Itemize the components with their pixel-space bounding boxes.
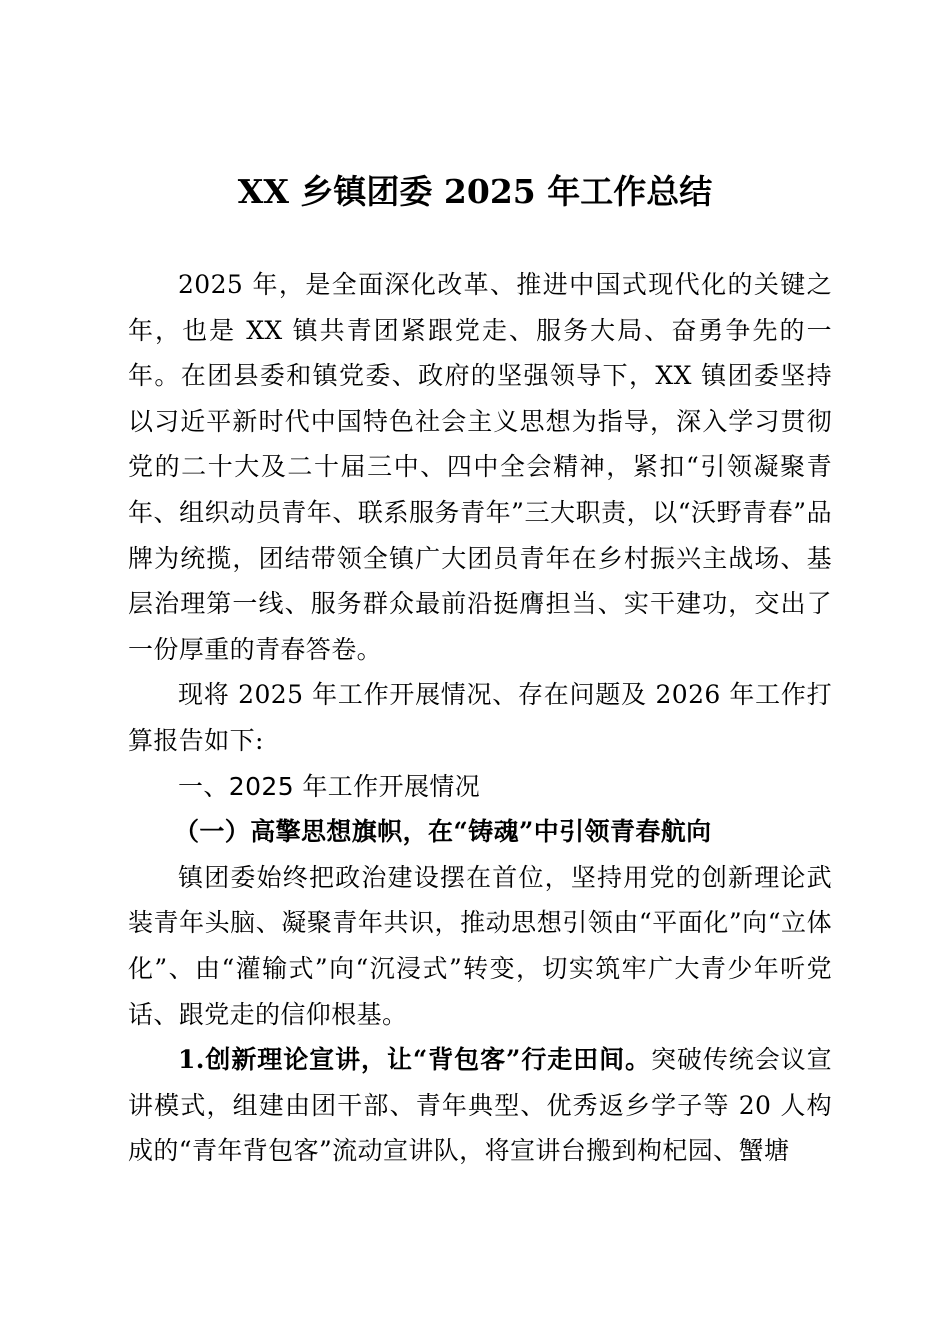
document-title: XX 乡镇团委 2025 年工作总结 [237,172,713,211]
item-body: 突破传统会议宣讲模式，组建由团干部、青年典型、优秀返乡学子等 20 人构成的“青年背包客”流动宣讲队，将宣讲台搬到枸杞园、蟹塘 [128,1045,832,1166]
item-lead: 1.创新理论宣讲，让“背包客”行走田间。 [178,1045,651,1075]
document-body [128,262,832,1174]
intro-paragraph: 2025 年，是全面深化改革、推进中国式现代化的关键之年，也是 XX 镇共青团紧跟党走、服务大局、奋勇争先的一年。在团县委和镇党委、政府的坚强领导下，XX 镇团委坚持以习近平新时代中国特色社会主义思想为指导，深入学习贯彻党的二十大及二十届三中、四中全会精神，紧扣“引领凝聚青年、组织动员青年、联系服务青年”三大职责，以“沃野青春”品牌为统揽，团结带领全镇广大团员青年在乡村振兴主战场、基层治理第一线、服务群众最前沿挺膺担当、实干建功，交出了一份厚重的青春答卷。 [128,270,832,664]
section-heading: 一、2025 年工作开展情况 [178,771,481,801]
item-paragraph [128,1037,832,1174]
report-paragraph: 现将 2025 年工作开展情况、存在问题及 2026 年工作打算报告如下: [128,680,832,755]
subsection-heading: （一）高擎思想旗帜，在“铸魂”中引领青春航向 [174,817,712,847]
subsection-paragraph: 镇团委始终把政治建设摆在首位，坚持用党的创新理论武装青年头脑、凝聚青年共识，推动思想引领由“平面化”向“立体化”、由“灌输式”向“沉浸式”转变，切实筑牢广大青少年听党话、跟党走的信仰根基。 [128,862,832,1029]
